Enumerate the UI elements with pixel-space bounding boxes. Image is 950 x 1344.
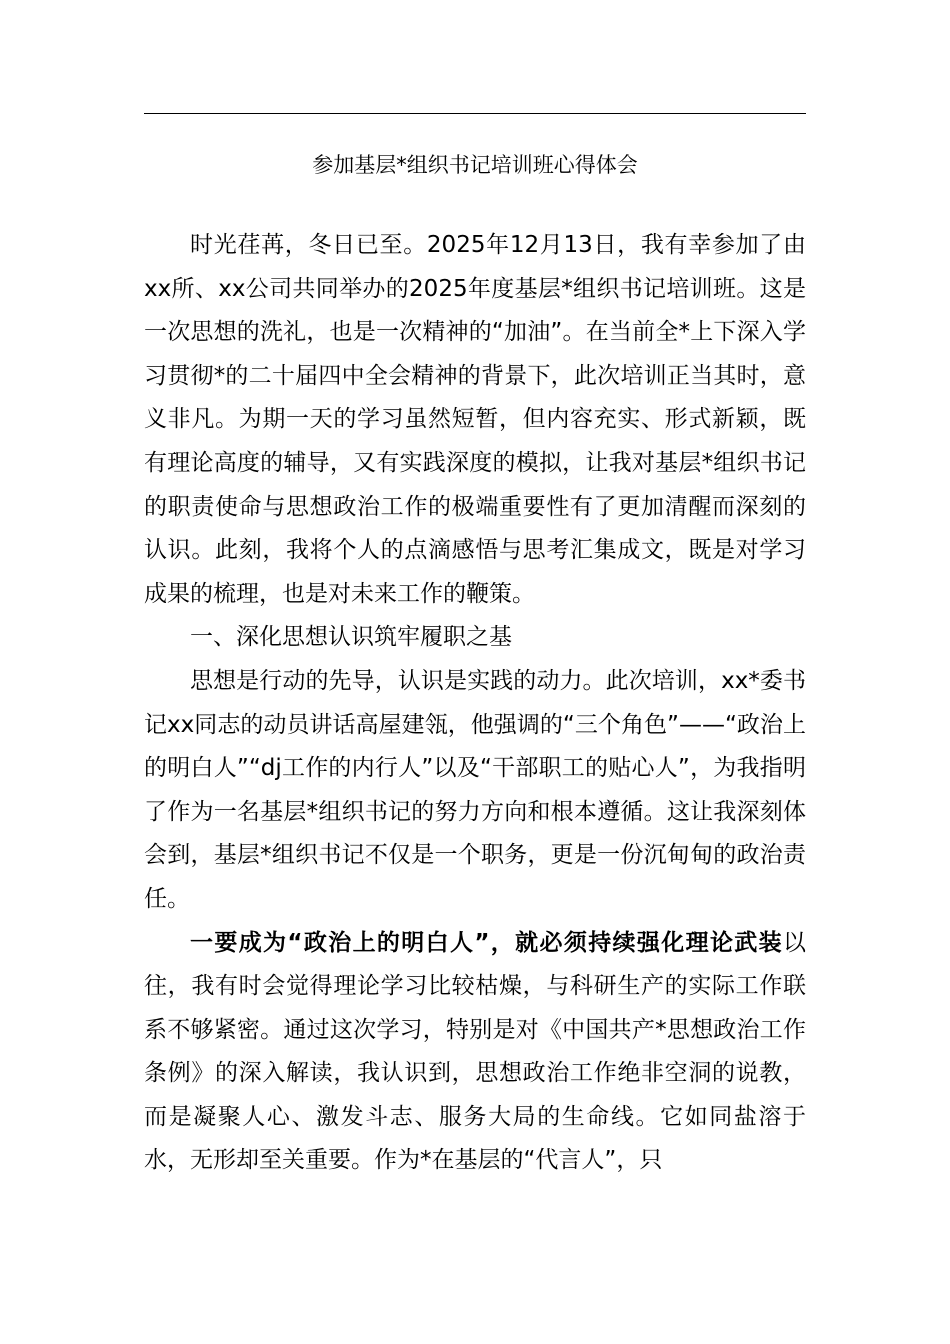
intro-paragraph: 时光荏苒，冬日已至。2025年12月13日，我有幸参加了由xx所、xx公司共同举办的2025年度基层*组织书记培训班。这是一次思想的洗礼，也是一次精神的“加油”。在当前全*上下深入学习贯彻*的二十届四中全会精神的背景下，此次培训正当其时，意义非凡。为期一天的学习虽然短暂，但内容充实、形式新颖，既有理论高度的辅导，又有实践深度的模拟，让我对基层*组织书记的职责使命与思想政治工作的极端重要性有了更加清醒而深刻的认识。此刻，我将个人的点滴感悟与思考汇集成文，既是对学习成果的梳理，也是对未来工作的鞭策。 <box>144 232 806 607</box>
subheading-paragraph: 以往，我有时会觉得理论学习比较枯燥，与科研生产的实际工作联系不够紧密。通过这次学习，特别是对《中国共产*思想政治工作条例》的深入解读，我认识到，思想政治工作绝非空洞的说教，而是凝聚人心、激发斗志、服务大局的生命线。它如同盐溶于水，无形却至关重要。作为*在基层的“代言人”，只 <box>144 929 806 1174</box>
section-paragraph: 思想是行动的先导，认识是实践的动力。此次培训，xx*委书记xx同志的动员讲话高屋建瓴，他强调的“三个角色”——“政治上的明白人”“dj工作的内行人”以及“干部职工的贴心人”，为我指明了作为一名基层*组织书记的努力方向和根本遵循。这让我深刻体会到，基层*组织书记不仅是一个职务，更是一份沉甸甸的政治责任。 <box>144 667 806 912</box>
header-rule <box>144 113 806 114</box>
document-title: 参加基层*组织书记培训班心得体会 <box>312 153 638 177</box>
document-body <box>144 224 806 1183</box>
section-heading: 一、深化思想认识筑牢履职之基 <box>190 624 512 651</box>
bold-subheading: 一要成为“政治上的明白人”，就必须持续强化理论武装 <box>190 929 783 956</box>
combined-paragraph <box>144 922 806 1184</box>
